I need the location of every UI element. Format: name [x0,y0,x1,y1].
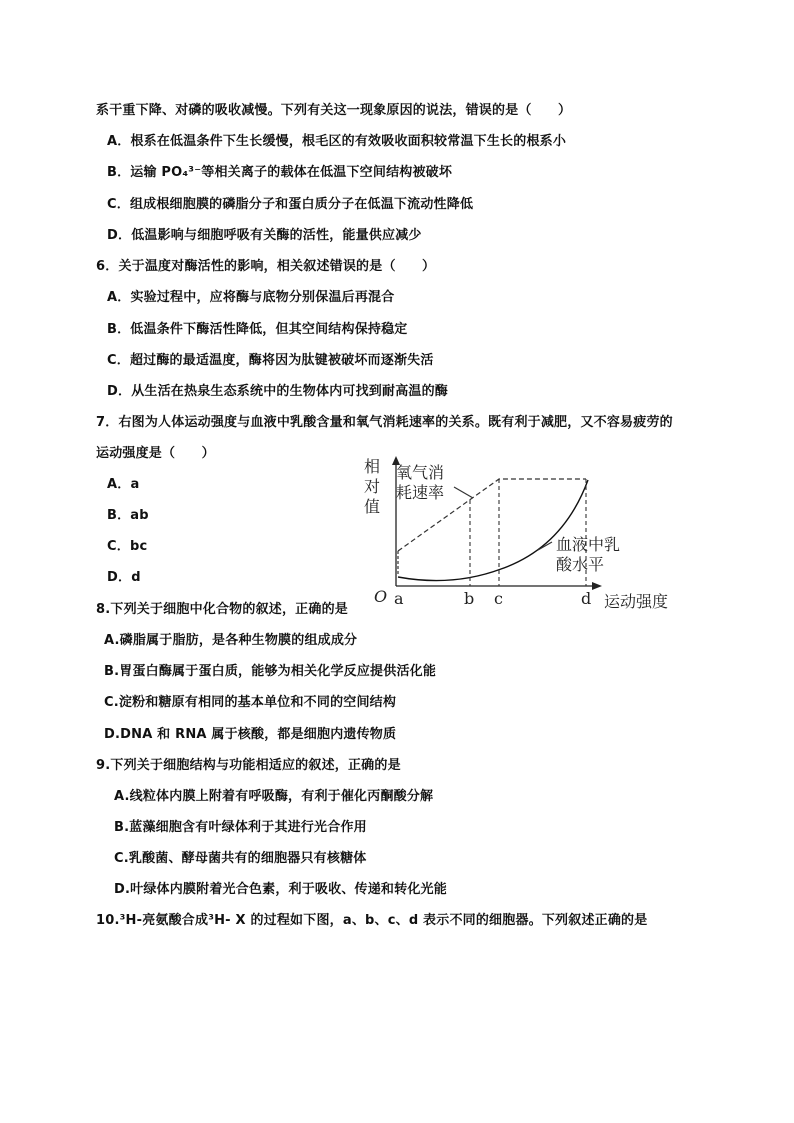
text-line: D．d [107,570,141,585]
tick-a: a [394,589,404,608]
y-axis-label-3: 值 [364,497,381,516]
tick-d: d [581,589,592,608]
text-line: A．实验过程中，应将酶与底物分别保温后再混合 [107,290,395,305]
x-axis-arrow [592,582,602,590]
text-line: 6．关于温度对酶活性的影响，相关叙述错误的是（ ） [96,259,436,274]
tick-b: b [464,589,475,608]
origin-label: O [374,587,388,606]
text-line: C.乳酸菌、酵母菌共有的细胞器只有核糖体 [114,851,367,866]
text-line: A.磷脂属于脂肪，是各种生物膜的组成成分 [104,633,358,648]
text-line: 7．右图为人体运动强度与血液中乳酸含量和氧气消耗速率的关系。既有利于减肥，又不容易疲劳的 [96,415,673,430]
tick-c: c [494,589,503,608]
text-line: D.叶绿体内膜附着光合色素，利于吸收、传递和转化光能 [114,882,447,897]
text-line: D．从生活在热泉生态系统中的生物体内可找到耐高温的酶 [107,384,448,399]
lactate-label-1: 血液中乳 [556,535,621,554]
text-line: A.线粒体内膜上附着有呼吸酶，有利于催化丙酮酸分解 [114,789,434,804]
text-line: B．运输 PO₄³⁻等相关离子的载体在低温下空间结构被破坏 [107,165,453,180]
oxygen-label-1: 氧气消 [396,463,445,482]
text-line: A．a [107,477,140,492]
text-line: B.蓝藻细胞含有叶绿体利于其进行光合作用 [114,820,367,835]
text-line: D．低温影响与细胞呼吸有关酶的活性，能量供应减少 [107,228,422,243]
text-line: C.淀粉和糖原有相同的基本单位和不同的空间结构 [104,695,397,710]
lactate-label-2: 酸水平 [556,555,605,574]
text-line: C．超过酶的最适温度，酶将因为肽键被破坏而逐渐失活 [107,353,434,368]
exercise-intensity-figure [356,456,686,616]
text-line: 10.³H-亮氨酸合成³H- X 的过程如下图，a、b、c、d 表示不同的细胞器。下列叙述正确的是 [96,913,648,928]
oxygen-pointer [454,487,473,498]
y-axis-label-1: 相 [364,457,381,476]
text-line: 9.下列关于细胞结构与功能相适应的叙述，正确的是 [96,758,401,773]
text-line: C．bc [107,539,148,554]
oxygen-label-2: 耗速率 [396,483,445,502]
text-line: A．根系在低温条件下生长缓慢，根毛区的有效吸收面积较常温下生长的根系小 [107,134,567,149]
text-line: 运动强度是（ ） [96,446,215,461]
text-line: B.胃蛋白酶属于蛋白质，能够为相关化学反应提供活化能 [104,664,437,679]
text-line: C．组成根细胞膜的磷脂分子和蛋白质分子在低温下流动性降低 [107,197,474,212]
text-line: 8.下列关于细胞中化合物的叙述，正确的是 [96,602,348,617]
x-axis-label: 运动强度 [604,592,669,611]
text-line: B．ab [107,508,149,523]
text-line: 系干重下降、对磷的吸收减慢。下列有关这一现象原因的说法，错误的是（ ） [96,103,572,118]
text-line: B．低温条件下酶活性降低，但其空间结构保持稳定 [107,322,408,337]
y-axis-label-2: 对 [364,477,381,496]
text-line: D.DNA 和 RNA 属于核酸，都是细胞内遗传物质 [104,727,397,742]
